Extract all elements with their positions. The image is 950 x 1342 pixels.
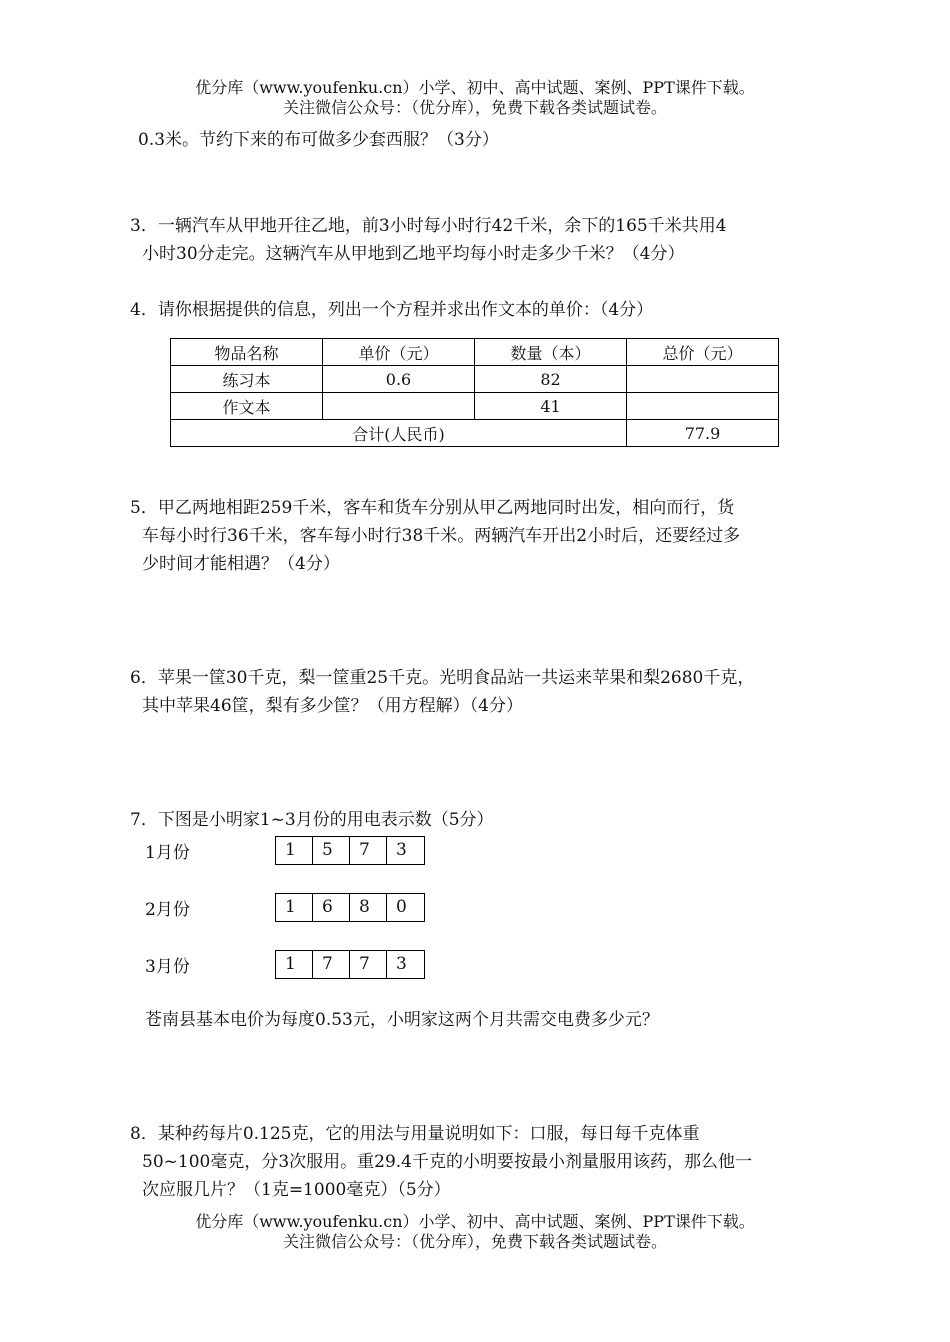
meter-reading-jan <box>275 836 425 865</box>
table-cell <box>323 393 475 420</box>
question-8-line-1: 8．某种药每片0.125克，它的用法与用量说明如下：口服，每日每千克体重 <box>130 1124 700 1144</box>
question-5-line-1: 5．甲乙两地相距259千米，客车和货车分别从甲乙两地同时出发，相向而行，货 <box>130 498 735 518</box>
question-4-text: 4．请你根据提供的信息，列出一个方程并求出作文本的单价：（4分） <box>130 300 654 320</box>
header-line-1: 优分库（www.youfenku.cn）小学、初中、高中试题、案例、PPT课件下载。 <box>195 78 755 97</box>
meter-reading-feb <box>275 893 425 922</box>
table-cell: 作文本 <box>171 393 323 420</box>
total-label: 合计(人民币) <box>171 420 627 447</box>
meter-label-feb: 2月份 <box>145 900 190 920</box>
meter-label-mar: 3月份 <box>145 957 190 977</box>
footer-line-2: 关注微信公众号：（优分库），免费下载各类试题试卷。 <box>282 1232 667 1251</box>
header-line-2: 关注微信公众号：（优分库），免费下载各类试题试卷。 <box>282 98 667 117</box>
table-cell: 41 <box>475 393 627 420</box>
question-8-line-2: 50~100毫克，分3次服用。重29.4千克的小明要按最小剂量服用该药，那么他一 <box>142 1152 752 1172</box>
question-3-line-1: 3．一辆汽车从甲地开往乙地，前3小时每小时行42千米，余下的165千米共用4 <box>130 216 727 236</box>
table-header-cell: 数量（本） <box>475 339 627 366</box>
table-total-row <box>171 420 779 447</box>
question-6-line-2: 其中苹果46筐，梨有多少筐？（用方程解）（4分） <box>142 696 523 716</box>
table-cell: 练习本 <box>171 366 323 393</box>
question-8 <box>130 1120 752 1204</box>
price-table <box>170 338 779 447</box>
page-header <box>0 78 950 118</box>
meter-digit: 7 <box>350 951 387 978</box>
total-value: 77.9 <box>627 420 779 447</box>
meter-digit: 5 <box>313 837 350 864</box>
table-header-cell: 物品名称 <box>171 339 323 366</box>
meter-digit: 3 <box>396 954 407 974</box>
table-row <box>171 366 779 393</box>
question-6 <box>130 664 754 720</box>
meter-digit: 0 <box>396 897 407 917</box>
meter-digit: 7 <box>313 951 350 978</box>
footer-line-1: 优分库（www.youfenku.cn）小学、初中、高中试题、案例、PPT课件下载。 <box>195 1212 755 1231</box>
meter-digit: 8 <box>350 894 387 921</box>
question-3-line-2: 小时30分走完。这辆汽车从甲地到乙地平均每小时走多少千米？（4分） <box>142 244 685 264</box>
question-7-question: 苍南县基本电价为每度0.53元，小明家这两个月共需交电费多少元？ <box>145 1010 659 1030</box>
meter-digit: 1 <box>276 837 313 864</box>
question-7-text: 7．下图是小明家1~3月份的用电表示数（5分） <box>130 810 494 830</box>
meter-digit: 7 <box>350 837 387 864</box>
table-cell: 0.6 <box>323 366 475 393</box>
meter-reading-mar <box>275 950 425 979</box>
meter-label-jan: 1月份 <box>145 843 190 863</box>
question-3 <box>130 212 727 268</box>
question-8-line-3: 次应服几片？（1克=1000毫克）（5分） <box>142 1180 451 1200</box>
table-header-cell: 总价（元） <box>627 339 779 366</box>
page-footer <box>0 1212 950 1252</box>
question-2-tail: 0.3米。节约下来的布可做多少套西服？（3分） <box>138 130 499 150</box>
meter-digit: 1 <box>276 951 313 978</box>
meter-digit: 1 <box>276 894 313 921</box>
question-6-line-1: 6．苹果一筐30千克，梨一筐重25千克。光明食品站一共运来苹果和梨2680千克， <box>130 668 755 688</box>
table-cell <box>627 393 779 420</box>
question-5 <box>130 494 740 578</box>
question-5-line-3: 少时间才能相遇？（4分） <box>142 554 340 574</box>
meter-digit: 6 <box>313 894 350 921</box>
table-header-row <box>171 339 779 366</box>
table-header-cell: 单价（元） <box>323 339 475 366</box>
table-cell <box>627 366 779 393</box>
question-5-line-2: 车每小时行36千米，客车每小时行38千米。两辆汽车开出2小时后，还要经过多 <box>142 526 741 546</box>
meter-digit: 3 <box>396 840 407 860</box>
table-row <box>171 393 779 420</box>
table-cell: 82 <box>475 366 627 393</box>
